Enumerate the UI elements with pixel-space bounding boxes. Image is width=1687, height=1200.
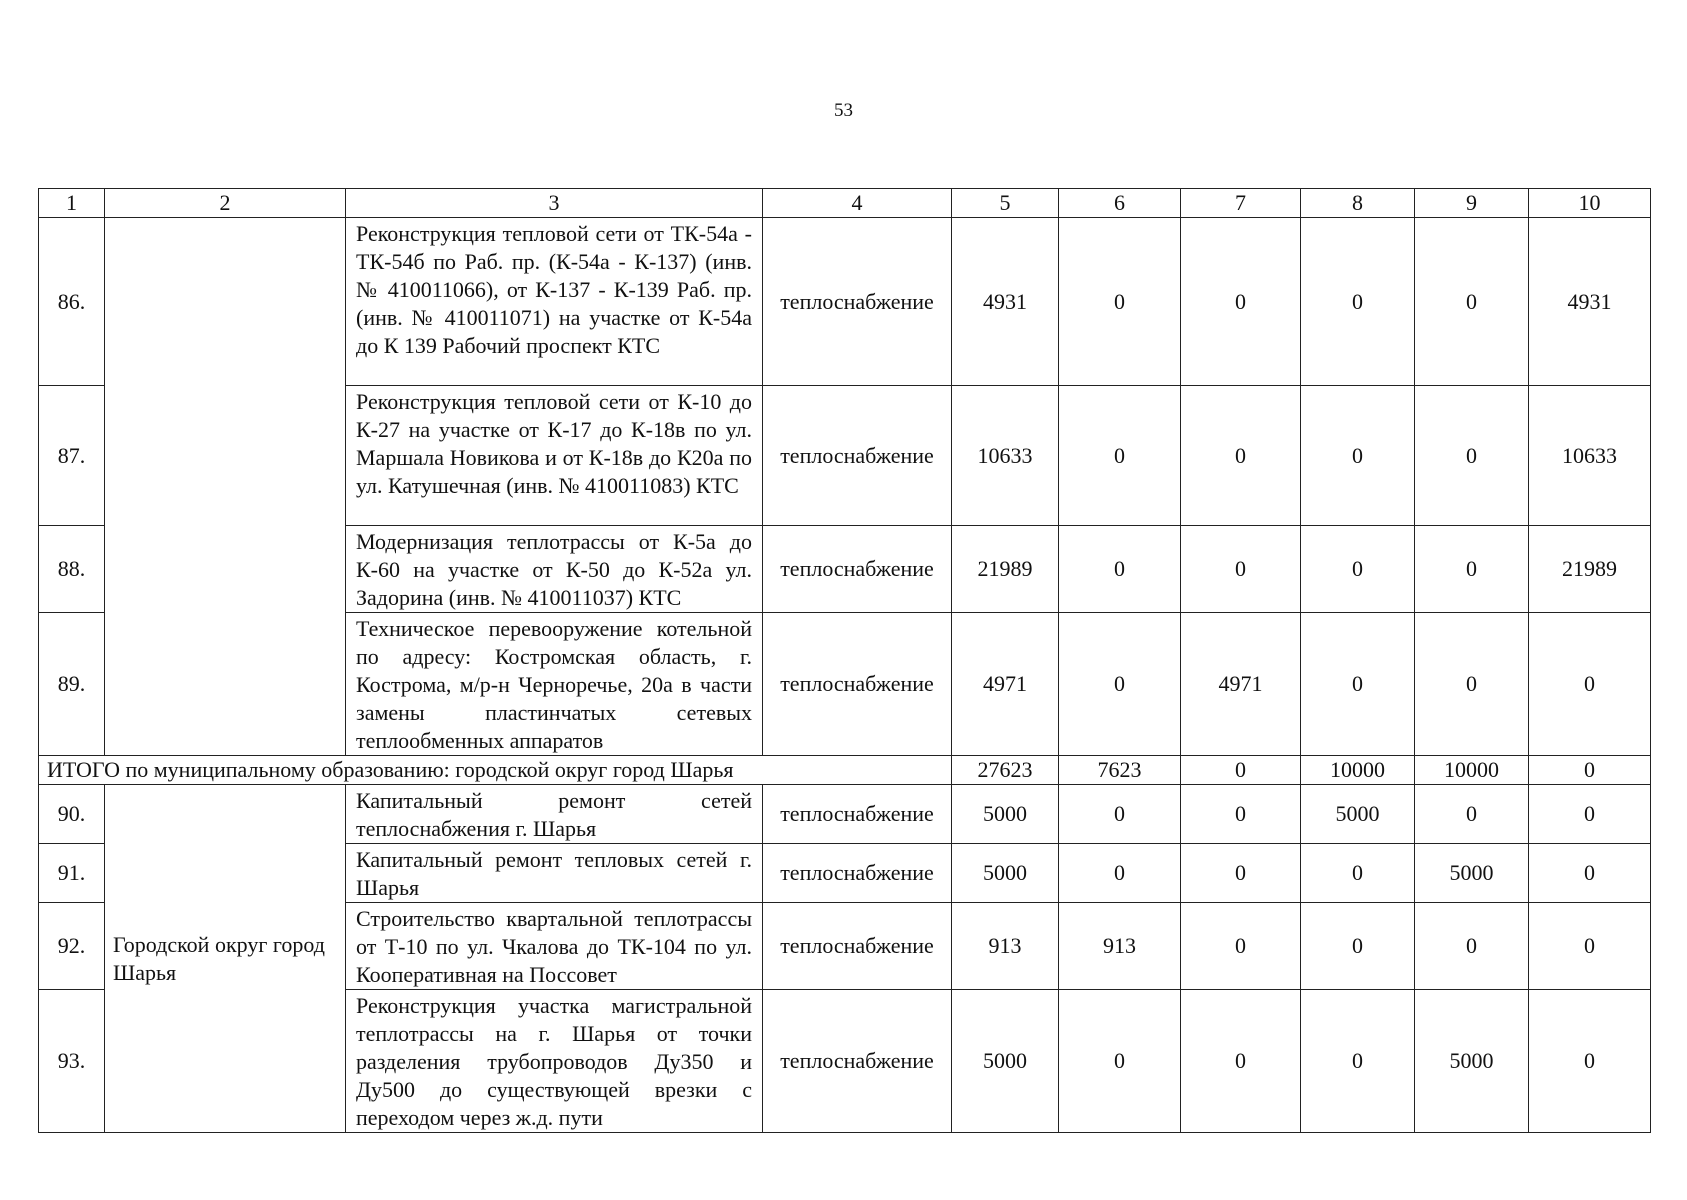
value-cell: 913 — [952, 903, 1059, 990]
project-name: Капитальный ремонт сетей теплоснабжения г. Шарья — [346, 785, 763, 844]
value-cell: 0 — [1415, 218, 1529, 386]
value-cell: 0 — [1529, 990, 1651, 1133]
value-cell: 5000 — [1301, 785, 1415, 844]
row-number: 92. — [39, 903, 105, 990]
value-cell: 913 — [1059, 903, 1181, 990]
header-cell: 1 — [39, 189, 105, 218]
value-cell: 5000 — [952, 844, 1059, 903]
value-cell: 0 — [1415, 526, 1529, 613]
value-cell: 4971 — [1181, 613, 1301, 756]
total-value: 27623 — [952, 756, 1059, 785]
project-name: Реконструкция участка магистральной теплотрассы на г. Шарья от точки разделения трубопроводов Ду350 и Ду500 до существующей врезки с переходом через ж.д. пути — [346, 990, 763, 1133]
total-label: ИТОГО по муниципальному образованию: городской округ город Шарья — [39, 756, 952, 785]
value-cell: 0 — [1059, 386, 1181, 526]
value-cell: 4931 — [1529, 218, 1651, 386]
value-cell: 0 — [1415, 613, 1529, 756]
project-name: Модернизация теплотрассы от К-5а до К-60 на участке от К-50 до К-52а ул. Задорина (инв. № 410011037) КТС — [346, 526, 763, 613]
value-cell: 0 — [1529, 844, 1651, 903]
value-cell: 0 — [1415, 386, 1529, 526]
column-number-header — [39, 189, 1651, 218]
project-type: теплоснабжение — [763, 844, 952, 903]
value-cell: 5000 — [1415, 990, 1529, 1133]
value-cell: 0 — [1059, 218, 1181, 386]
value-cell: 0 — [1301, 613, 1415, 756]
project-type: теплоснабжение — [763, 613, 952, 756]
table-row — [39, 785, 1651, 844]
row-number: 91. — [39, 844, 105, 903]
value-cell: 10633 — [1529, 386, 1651, 526]
project-type: теплоснабжение — [763, 386, 952, 526]
project-name: Техническое перевооружение котельной по адресу: Костромская область, г. Кострома, м/р-н Черноречье, 20а в части замены пластинчатых сетевых теплообменных аппаратов — [346, 613, 763, 756]
project-name: Реконструкция тепловой сети от К-10 до К-27 на участке от К-17 до К-18в по ул. Маршала Новикова и от К-18в до К20а по ул. Катушечная (инв. № 410011083) КТС — [346, 386, 763, 526]
value-cell: 0 — [1181, 844, 1301, 903]
row-number: 93. — [39, 990, 105, 1133]
value-cell: 4931 — [952, 218, 1059, 386]
project-name: Строительство квартальной теплотрассы от Т-10 по ул. Чкалова до ТК-104 по ул. Кооперативная на Поссовет — [346, 903, 763, 990]
total-value: 10000 — [1415, 756, 1529, 785]
value-cell: 0 — [1059, 785, 1181, 844]
header-cell: 9 — [1415, 189, 1529, 218]
value-cell: 0 — [1301, 218, 1415, 386]
page-number: 53 — [834, 100, 853, 121]
value-cell: 21989 — [952, 526, 1059, 613]
value-cell: 0 — [1059, 844, 1181, 903]
value-cell: 21989 — [1529, 526, 1651, 613]
row-number: 86. — [39, 218, 105, 386]
project-type: теплоснабжение — [763, 526, 952, 613]
header-cell: 5 — [952, 189, 1059, 218]
project-type: теплоснабжение — [763, 218, 952, 386]
header-cell: 6 — [1059, 189, 1181, 218]
value-cell: 0 — [1181, 785, 1301, 844]
value-cell: 4971 — [952, 613, 1059, 756]
row-number: 88. — [39, 526, 105, 613]
value-cell: 0 — [1301, 844, 1415, 903]
project-type: теплоснабжение — [763, 903, 952, 990]
row-number: 89. — [39, 613, 105, 756]
total-value: 0 — [1181, 756, 1301, 785]
header-cell: 4 — [763, 189, 952, 218]
value-cell: 0 — [1181, 386, 1301, 526]
value-cell: 5000 — [1415, 844, 1529, 903]
value-cell: 0 — [1059, 526, 1181, 613]
municipality-cell — [105, 218, 346, 756]
header-cell: 7 — [1181, 189, 1301, 218]
municipality-cell: Городской округ город Шарья — [105, 785, 346, 1133]
row-number: 90. — [39, 785, 105, 844]
value-cell: 0 — [1301, 990, 1415, 1133]
value-cell: 0 — [1301, 526, 1415, 613]
row-number: 87. — [39, 386, 105, 526]
header-cell: 3 — [346, 189, 763, 218]
header-cell: 2 — [105, 189, 346, 218]
value-cell: 0 — [1415, 785, 1529, 844]
investment-table — [38, 188, 1651, 1133]
value-cell: 5000 — [952, 990, 1059, 1133]
value-cell: 0 — [1529, 903, 1651, 990]
value-cell: 0 — [1181, 526, 1301, 613]
value-cell: 0 — [1529, 785, 1651, 844]
value-cell: 0 — [1059, 990, 1181, 1133]
project-type: теплоснабжение — [763, 990, 952, 1133]
value-cell: 0 — [1301, 903, 1415, 990]
value-cell: 0 — [1181, 990, 1301, 1133]
header-cell: 10 — [1529, 189, 1651, 218]
table-row — [39, 218, 1651, 386]
value-cell: 10633 — [952, 386, 1059, 526]
project-name: Реконструкция тепловой сети от ТК-54а - ТК-54б по Раб. пр. (К-54а - К-137) (инв. № 410011066), от К-137 - К-139 Раб. пр. (инв. № 410011071) на участке от К-54а до К 139 Рабочий проспект КТС — [346, 218, 763, 386]
total-value: 7623 — [1059, 756, 1181, 785]
total-row — [39, 756, 1651, 785]
header-cell: 8 — [1301, 189, 1415, 218]
total-value: 10000 — [1301, 756, 1415, 785]
total-value: 0 — [1529, 756, 1651, 785]
project-name: Капитальный ремонт тепловых сетей г. Шарья — [346, 844, 763, 903]
value-cell: 0 — [1415, 903, 1529, 990]
value-cell: 0 — [1301, 386, 1415, 526]
value-cell: 0 — [1181, 903, 1301, 990]
value-cell: 5000 — [952, 785, 1059, 844]
value-cell: 0 — [1059, 613, 1181, 756]
value-cell: 0 — [1529, 613, 1651, 756]
value-cell: 0 — [1181, 218, 1301, 386]
project-type: теплоснабжение — [763, 785, 952, 844]
